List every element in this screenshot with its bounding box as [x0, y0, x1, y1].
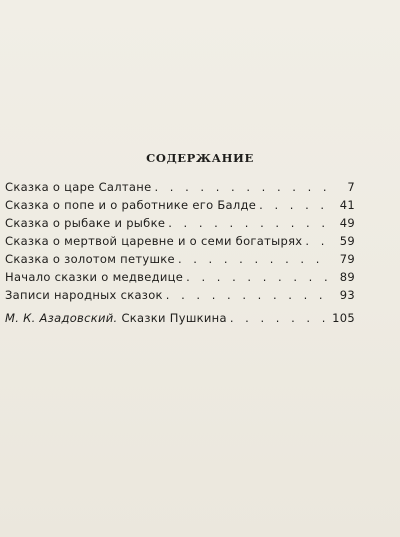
toc-page-number: 7	[347, 180, 355, 194]
toc-entry-title: Сказка о мертвой царевне и о семи богатырях	[5, 234, 303, 248]
toc-page-number: 89	[339, 270, 355, 284]
toc-entry-dead-princess	[5, 234, 355, 251]
toc-page-number: 105	[332, 311, 355, 325]
toc-entry-fisherman	[5, 216, 355, 233]
toc-entry-title: Сказка о рыбаке и рыбке	[5, 216, 166, 230]
toc-entry-appendix	[5, 311, 355, 328]
toc-page-number: 41	[339, 198, 355, 212]
toc-entry-title: Сказка о золотом петушке	[5, 252, 175, 266]
toc-entry-balda	[5, 198, 355, 215]
toc-entry-title: Записи народных сказок	[5, 288, 163, 302]
toc-entry-she-bear	[5, 270, 355, 287]
toc-entry-appendix-title: Сказки Пушкина	[121, 311, 227, 325]
toc-page-number: 79	[339, 252, 355, 266]
dot-leader	[227, 311, 331, 325]
dot-leader	[163, 288, 331, 302]
contents-heading: СОДЕРЖАНИЕ	[146, 151, 254, 165]
toc-page-number: 59	[339, 234, 355, 248]
toc-entry-folk-tales	[5, 288, 355, 305]
dot-leader	[302, 234, 331, 248]
toc-entry-golden-cockerel	[5, 252, 355, 269]
dot-leader	[165, 216, 331, 230]
toc-page-number: 49	[339, 216, 355, 230]
toc-entry-title: Начало сказки о медведице	[5, 270, 184, 284]
toc-entry-author: М. К. Азадовский.	[5, 311, 118, 325]
dot-leader	[256, 198, 331, 212]
toc-entry-title: Сказка о попе и о работнике его Балде	[5, 198, 257, 212]
dot-leader	[175, 252, 331, 266]
toc-entry-title	[5, 311, 227, 325]
toc-entry-saltan	[5, 180, 355, 197]
toc-entry-title: Сказка о царе Салтане	[5, 180, 152, 194]
dot-leader	[183, 270, 331, 284]
toc-page-number: 93	[339, 288, 355, 302]
dot-leader	[151, 180, 331, 194]
